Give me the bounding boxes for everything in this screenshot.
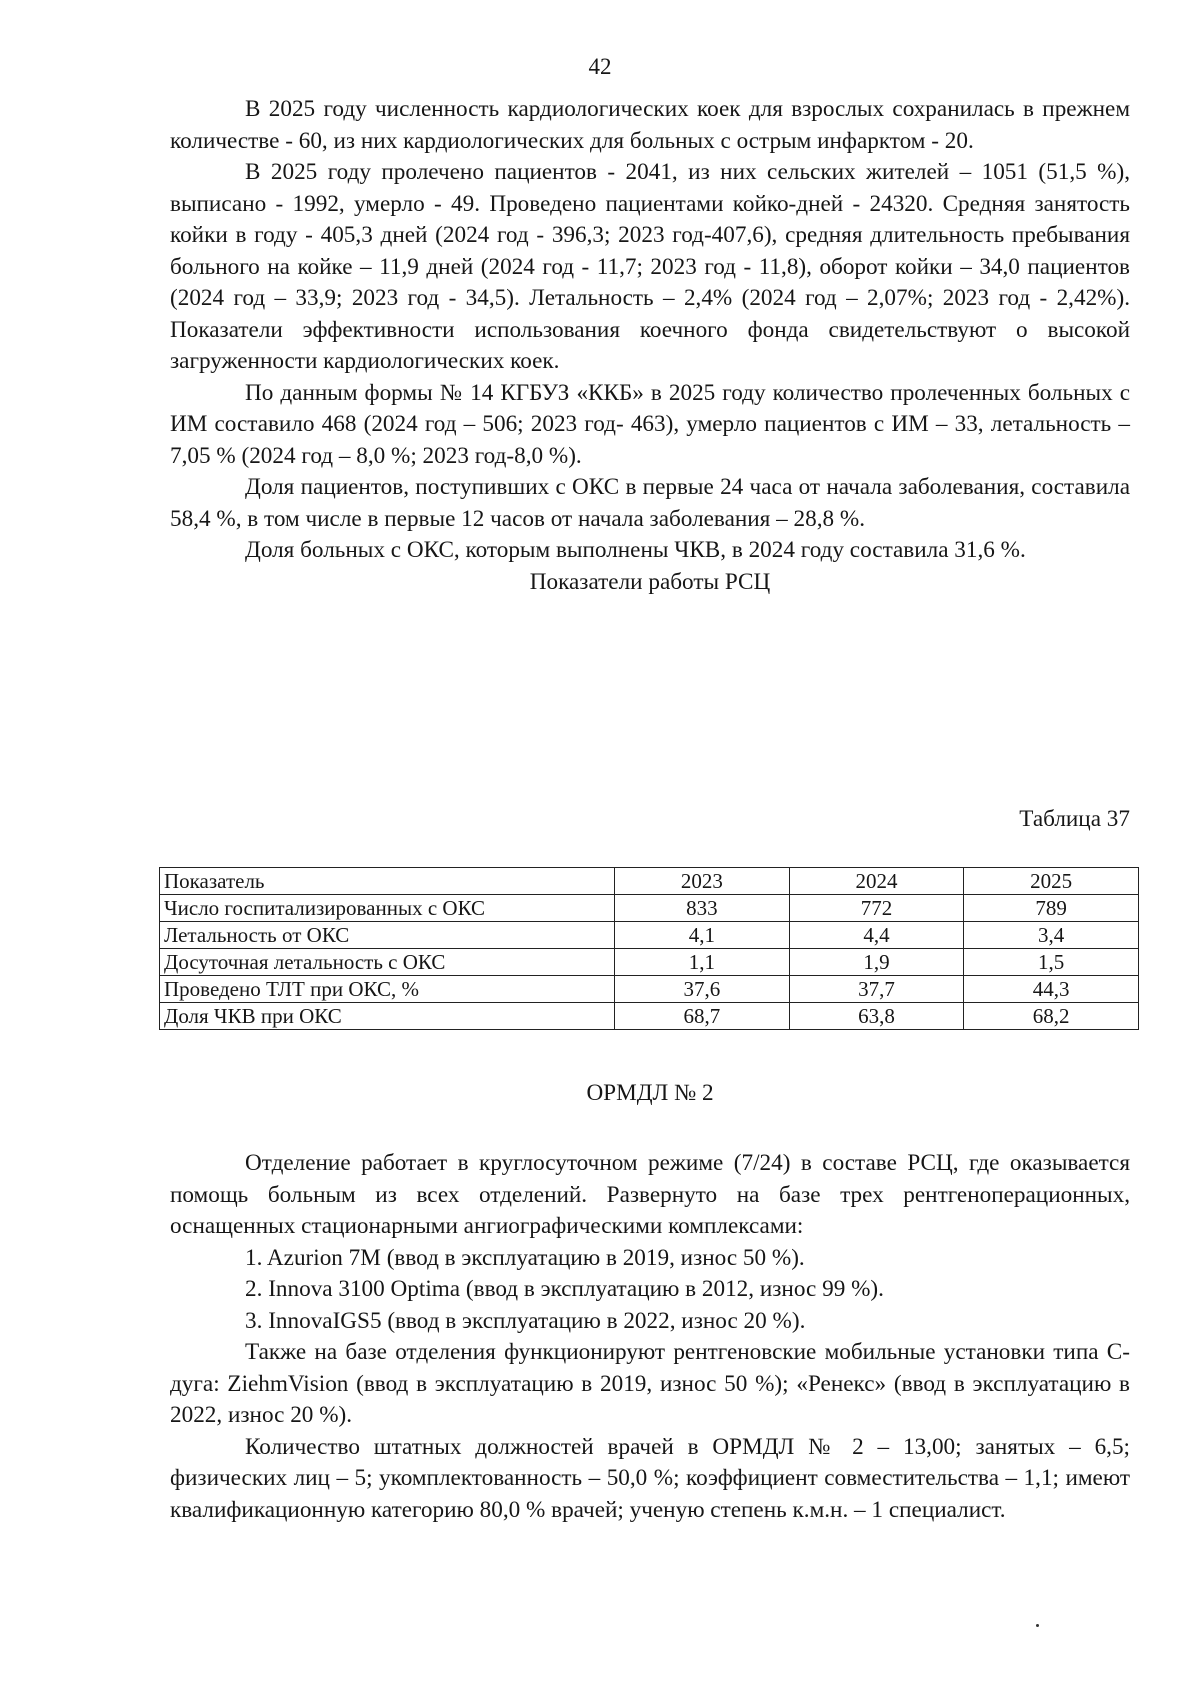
table-cell: Проведено ТЛТ при ОКС, % bbox=[160, 976, 615, 1003]
paragraph: Также на базе отделения функционируют рентгеновские мобильные установки типа С-дуга: ZiehmVision (ввод в эксплуатацию в 2019, износ 50 %); «Ренекс» (ввод в эксплуатацию в 2022, износ 20 %). bbox=[170, 1339, 1130, 1428]
table-header: 2023 bbox=[615, 868, 790, 895]
table-caption: Таблица 37 bbox=[1019, 806, 1130, 832]
table-cell: 4,1 bbox=[615, 922, 790, 949]
table-cell: 1,1 bbox=[615, 949, 790, 976]
table-header: Показатель bbox=[160, 868, 615, 895]
table-header: 2024 bbox=[789, 868, 964, 895]
table-cell: 789 bbox=[964, 895, 1139, 922]
paragraph: Доля пациентов, поступивших с ОКС в первые 24 часа от начала заболевания, составила 58,4 %, в том числе в первые 12 часов от начала заболевания – 28,8 %. bbox=[170, 474, 1130, 532]
table-cell: 4,4 bbox=[789, 922, 964, 949]
body-text-top bbox=[170, 94, 1130, 598]
paragraph: Количество штатных должностей врачей в ОРМДЛ № 2 – 13,00; занятых – 6,5; физических лиц – 5; укомплектованность – 50,0 %; коэффициент совместительства – 1,1; имеют квалификационную категорию 80,0 % врачей; ученую степень к.м.н. – 1 специалист. bbox=[170, 1433, 1130, 1523]
section2-heading-block bbox=[170, 1078, 1130, 1110]
table-row bbox=[160, 949, 1139, 976]
paragraph: В 2025 году численность кардиологических коек для взрослых сохранилась в прежнем количестве - 60, из них кардиологических для больных с острым инфарктом - 20. bbox=[170, 96, 1130, 154]
paragraph: По данным формы № 14 КГБУЗ «ККБ» в 2025 году количество пролеченных больных с ИМ составило 468 (2024 год – 506; 2023 год- 463), умерло пациентов с ИМ – 33, летальность – 7,05 % (2024 год – 8,0 %; 2023 год-8,0 %). bbox=[170, 379, 1130, 469]
table-cell: 68,7 bbox=[615, 1003, 790, 1030]
table-cell: 63,8 bbox=[789, 1003, 964, 1030]
table-cell: 37,6 bbox=[615, 976, 790, 1003]
page-number: 42 bbox=[588, 54, 612, 79]
table-row bbox=[160, 895, 1139, 922]
table-cell: Доля ЧКВ при ОКС bbox=[160, 1003, 615, 1030]
table-cell: 68,2 bbox=[964, 1003, 1139, 1030]
table-cell: 44,3 bbox=[964, 976, 1139, 1003]
table-cell: 772 bbox=[789, 895, 964, 922]
table-row bbox=[160, 1003, 1139, 1030]
table-cell: 3,4 bbox=[964, 922, 1139, 949]
paragraph: Доля больных с ОКС, которым выполнены ЧКВ, в 2024 году составила 31,6 %. bbox=[245, 537, 1026, 563]
section2-title: ОРМДЛ № 2 bbox=[586, 1080, 714, 1106]
list-item: 2. Innova 3100 Optima (ввод в эксплуатацию в 2012, износ 99 %). bbox=[245, 1276, 884, 1302]
paragraph: Отделение работает в круглосуточном режиме (7/24) в составе РСЦ, где оказывается помощь больным из всех отделений. Развернуто на базе трех рентгеноперационных, оснащенных стационарными ангиографическими комплексами: bbox=[170, 1150, 1130, 1239]
table-row bbox=[160, 976, 1139, 1003]
table-cell: 1,5 bbox=[964, 949, 1139, 976]
table-cell: Число госпитализированных с ОКС bbox=[160, 895, 615, 922]
table-cell: Досуточная летальность с ОКС bbox=[160, 949, 615, 976]
list-item: 3. InnovaIGS5 (ввод в эксплуатацию в 2022, износ 20 %). bbox=[245, 1307, 806, 1334]
data-table bbox=[159, 867, 1139, 1030]
list-item: 1. Azurion 7M (ввод в эксплуатацию в 2019, износ 50 %). bbox=[245, 1244, 805, 1271]
table-cell: 833 bbox=[615, 895, 790, 922]
table-cell: 37,7 bbox=[789, 976, 964, 1003]
table-header: 2025 bbox=[964, 868, 1139, 895]
table-cell: 1,9 bbox=[789, 949, 964, 976]
table-cell: Летальность от ОКС bbox=[160, 922, 615, 949]
paragraph: В 2025 году пролечено пациентов - 2041, из них сельских жителей – 1051 (51,5 %), выписано - 1992, умерло - 49. Проведено пациентами койко-дней - 24320. Средняя занятость койки в году - 405,3 дней (2024 год - 396,3; 2023 год-407,6), средняя длительность пребывания больного на койке – 11,9 дней (2024 год - 11,7; 2023 год - 11,8), оборот койки – 34,0 пациентов (2024 год – 33,9; 2023 год - 34,5). Летальность – 2,4% (2024 год – 2,07%; 2023 год - 2,42%). Показатели эффективности использования коечного фонда свидетельствуют о высокой загруженности кардиологических коек. bbox=[170, 159, 1130, 374]
table-row bbox=[160, 922, 1139, 949]
body-text-bottom bbox=[170, 1148, 1130, 1526]
scan-speck bbox=[1036, 1624, 1039, 1627]
table-header-row bbox=[160, 868, 1139, 895]
section-title: Показатели работы РСЦ bbox=[529, 568, 771, 595]
table-caption-block bbox=[170, 804, 1130, 836]
